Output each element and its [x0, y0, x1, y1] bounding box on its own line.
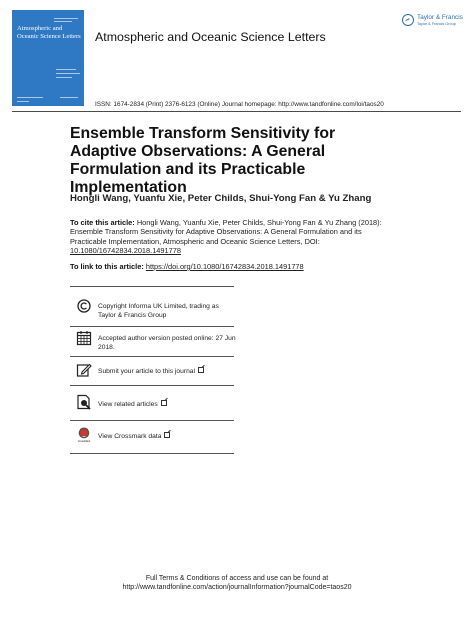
cover-line	[54, 18, 78, 19]
publisher-logo-icon	[402, 14, 414, 26]
cover-line	[56, 69, 76, 70]
crossmark-badge-text: CrossMark	[77, 440, 91, 443]
divider	[70, 326, 234, 327]
citation-block	[70, 218, 400, 256]
cover-line	[60, 97, 78, 98]
citation-doi-link[interactable]: 10.1080/16742834.2018.1491778	[70, 246, 181, 256]
article-authors: Hongli Wang, Yuanfu Xie, Peter Childs, Shui-Yong Fan & Yu Zhang	[70, 193, 372, 204]
publisher-logo[interactable]	[402, 12, 472, 38]
crossmark-text: View Crossmark data	[98, 433, 162, 440]
copyright-text: Copyright Informa UK Limited, trading as Taylor & Francis Group	[98, 303, 219, 319]
related-articles-label	[98, 400, 238, 409]
external-link-icon	[198, 367, 204, 373]
article-doi-link[interactable]: https://doi.org/10.1080/16742834.2018.1491778	[145, 262, 304, 271]
divider	[70, 385, 234, 386]
cover-line	[56, 77, 72, 78]
publisher-name: Taylor & Francis	[417, 14, 463, 21]
cover-line	[17, 97, 43, 98]
issn-line: ISSN: 1674-2834 (Print) 2376-6123 (Online) Journal homepage: http://www.tandfonline.com/loi/taos20	[95, 101, 384, 108]
crossmark-icon	[76, 427, 92, 447]
divider	[70, 356, 234, 357]
footer	[0, 574, 474, 592]
footer-line-1: Full Terms & Conditions of access and use can be found at	[145, 575, 329, 582]
cover-line	[56, 73, 80, 74]
article-title: Ensemble Transform Sensitivity for Adaptive Observations: A General Formulation and its Practicable Implementation	[70, 125, 336, 196]
journal-cover	[12, 10, 84, 106]
crossmark-label	[98, 432, 238, 441]
document-search-icon	[76, 394, 92, 410]
cover-line	[54, 21, 72, 22]
citation-label: To cite this article:	[70, 218, 135, 227]
link-line	[70, 262, 304, 271]
related-articles-link[interactable]	[76, 394, 246, 412]
divider	[70, 453, 234, 454]
submit-article-text: Submit your article to this journal	[98, 368, 196, 375]
submit-article-link[interactable]	[76, 362, 246, 380]
publisher-subtitle: Taylor & Francis Group	[417, 22, 456, 26]
external-link-icon	[164, 432, 170, 438]
divider	[70, 286, 234, 287]
copyright-row	[76, 298, 246, 318]
header-rule	[12, 111, 461, 112]
accepted-text: Accepted author version posted online: 27 Jun 2018.	[98, 335, 236, 351]
cover-line	[17, 101, 29, 102]
accepted-row	[76, 330, 246, 352]
calendar-icon	[76, 330, 92, 346]
copyright-icon	[76, 298, 92, 314]
link-label: To link to this article:	[70, 262, 144, 271]
citation-text: Hongli Wang, Yuanfu Xie, Peter Childs, Shui-Yong Fan & Yu Zhang (2018): Ensemble Transform Sensitivity for Adaptive Observations: A General Formulation and its Practicable Implementation, Atmospheric and Oceanic Science Letters, DOI:	[70, 218, 382, 246]
divider	[70, 420, 234, 421]
related-articles-text: View related articles	[98, 401, 158, 408]
journal-name: Atmospheric and Oceanic Science Letters	[95, 30, 326, 44]
crossmark-link[interactable]	[76, 427, 246, 447]
edit-icon	[76, 362, 92, 378]
cover-title: Atmospheric and Oceanic Science Letters	[17, 25, 81, 40]
footer-terms-link[interactable]: http://www.tandfonline.com/action/journalInformation?journalCode=taos20	[122, 584, 352, 591]
submit-article-label	[98, 367, 238, 376]
external-link-icon	[161, 400, 167, 406]
